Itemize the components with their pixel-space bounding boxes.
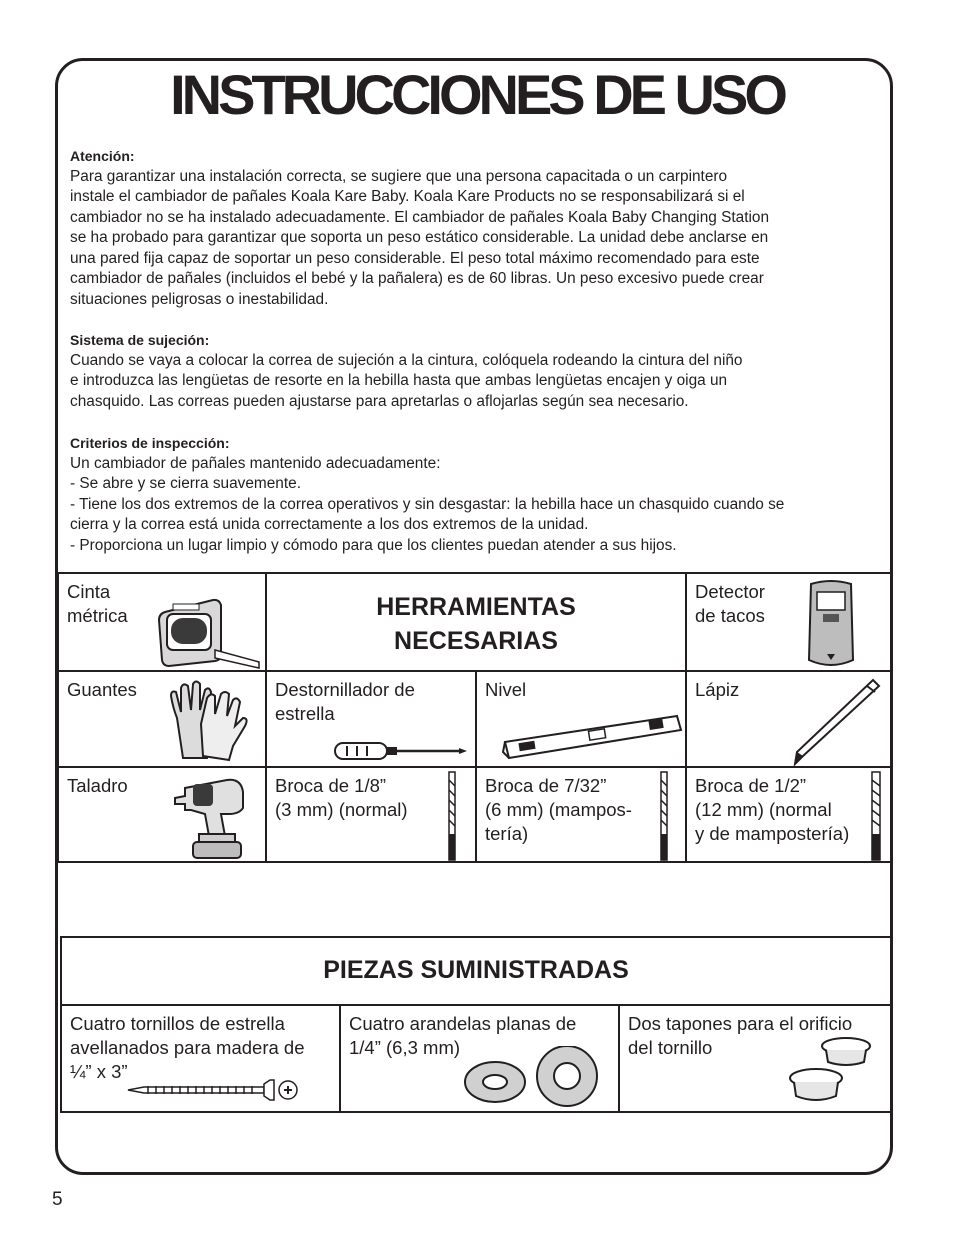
page-title: INSTRUCCIONES DE USO <box>170 63 784 126</box>
plugs-label: Dos tapones para el orificio del tornillo <box>628 1013 853 1058</box>
tools-heading <box>267 590 685 658</box>
tool-cell-level <box>475 670 687 768</box>
inspection-line: cierra y la correa está unida correctamente a los dos extremos de la unidad. <box>70 516 589 533</box>
tool-cell-tape-measure <box>57 572 267 672</box>
attention-line: Para garantizar una instalación correcta, se sugiere que una persona capacitada o un carpintero <box>70 167 728 185</box>
tool-cell-bit-7-32 <box>475 766 687 863</box>
flat-washer-icon <box>461 1046 607 1112</box>
bit-1-2-label: Broca de 1/2” (12 mm) (normal y de mampostería) <box>695 775 850 844</box>
part-cell-screws <box>60 1004 341 1113</box>
restraint-line: e introduzca las lengüetas de resorte en la hebilla hasta que ambas lengüetas encajen y oiga un <box>70 372 728 389</box>
attention-line: cambiador no se ha instalado adecuadamente. El cambiador de pañales Koala Baby Changing Station <box>70 208 770 226</box>
inspection-line: - Tiene los dos extremos de la correa operativos y sin desgastar: la hebilla hace un chasquido cuando se <box>70 495 785 513</box>
attention-line: una pared fija capaz de soportar un peso considerable. El peso total máximo recomendado para este <box>70 249 760 267</box>
tool-cell-gloves <box>57 670 267 768</box>
drill-bit-icon <box>869 770 885 862</box>
tool-cell-bit-1-8 <box>265 766 477 863</box>
restraint-line: Cuando se vaya a colocar la correa de sujeción a la cintura, colóquela rodeando la cintura del niño <box>70 351 743 369</box>
bit-1-8-label: Broca de 1/8” (3 mm) (normal) <box>275 775 408 820</box>
pencil-label: Lápiz <box>695 679 740 700</box>
gloves-label: Guantes <box>67 679 137 700</box>
attention-section <box>70 146 880 310</box>
attention-line: situaciones peligrosas o inestabilidad. <box>70 290 329 308</box>
drill-bit-icon <box>445 770 459 862</box>
tools-heading-line-2: NECESARIAS <box>394 627 558 655</box>
tool-cell-stud-detector <box>685 572 892 672</box>
screwdriver-label: Destornillador de estrella <box>275 679 415 724</box>
tape-measure-icon <box>155 594 265 670</box>
parts-heading-cell <box>60 936 892 1006</box>
tools-heading-line-1: HERRAMIENTAS <box>376 593 576 621</box>
drill-bit-icon <box>657 770 671 862</box>
restraint-section <box>70 330 880 412</box>
stud-detector-icon <box>803 578 859 670</box>
pencil-icon <box>787 676 883 768</box>
drill-icon <box>171 774 255 862</box>
tool-cell-bit-1-2 <box>685 766 892 863</box>
inspection-line: - Proporciona un lugar limpio y cómodo para que los clientes puedan atender a sus hijos. <box>70 536 677 554</box>
wood-screw-icon <box>124 1078 302 1102</box>
stud-detector-label: Detector de tacos <box>695 581 765 626</box>
screws-label: Cuatro tornillos de estrella avellanados para madera de ¼” x 3” <box>70 1013 305 1082</box>
bit-7-32-label: Broca de 7/32” (6 mm) (mampos- tería) <box>485 775 632 844</box>
restraint-line: chasquido. Las correas pueden ajustarse para apretarlas o aflojarlas según sea necesario. <box>70 392 689 410</box>
page-number: 5 <box>52 1189 63 1210</box>
attention-line: se ha probado para garantizar que soporta un peso estático considerable. La unidad debe anclarse en <box>70 229 769 246</box>
part-cell-plugs <box>618 1004 892 1113</box>
inspection-line: - Se abre y se cierra suavemente. <box>70 475 301 492</box>
tool-cell-pencil <box>685 670 892 768</box>
attention-heading: Atención: <box>70 148 135 164</box>
tool-cell-drill <box>57 766 267 863</box>
screwdriver-icon <box>331 738 471 764</box>
parts-heading: PIEZAS SUMINISTRADAS <box>323 956 629 984</box>
tape-measure-label: Cinta métrica <box>67 581 128 626</box>
tool-cell-screwdriver <box>265 670 477 768</box>
inspection-section <box>70 433 880 556</box>
inspection-heading: Criterios de inspección: <box>70 435 230 451</box>
gloves-icon <box>163 678 249 764</box>
attention-line: instale el cambiador de pañales Koala Kare Baby. Koala Kare Products no se responsabilizará si el <box>70 188 745 205</box>
restraint-heading: Sistema de sujeción: <box>70 332 210 348</box>
level-label: Nivel <box>485 679 527 700</box>
inspection-line: Un cambiador de pañales mantenido adecuadamente: <box>70 454 441 472</box>
level-icon <box>499 712 685 762</box>
part-cell-washers <box>339 1004 620 1113</box>
hole-plug-icon <box>786 1032 878 1106</box>
tools-heading-cell <box>265 572 687 672</box>
attention-line: cambiador de pañales (incluidos el bebé y la pañalera) es de 60 libras. Un peso excesivo puede crear <box>70 270 764 287</box>
washers-label: Cuatro arandelas planas de 1/4” (6,3 mm) <box>349 1013 577 1058</box>
drill-label: Taladro <box>67 775 128 796</box>
